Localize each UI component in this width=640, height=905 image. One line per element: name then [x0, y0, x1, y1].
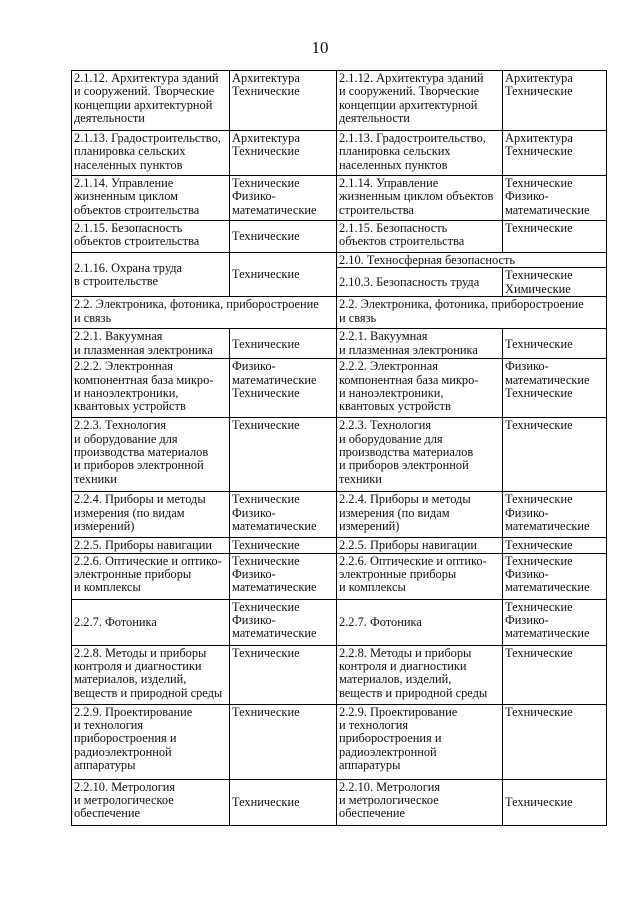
table-cell: 2.2.3. Технология и оборудование для производства материалов и приборов электронной техники — [72, 418, 230, 492]
table-row — [72, 176, 607, 221]
table-cell: Технические Физико- математические — [230, 492, 337, 538]
table-cell: 2.2.1. Вакуумная и плазменная электроника — [337, 329, 503, 359]
table-cell: 2.1.14. Управление жизненным циклом объектов строительства — [337, 176, 503, 221]
table-cell: Физико- математические Технические — [230, 359, 337, 418]
table-cell: Технические — [503, 704, 607, 779]
table-cell: 2.1.16. Охрана труда в строительстве — [72, 253, 230, 297]
table-cell: 2.2.4. Приборы и методы измерения (по видам измерений) — [72, 492, 230, 538]
table-cell: Технические Химические — [503, 268, 607, 297]
specialties-table — [71, 70, 607, 826]
table-cell: Технические — [503, 221, 607, 253]
table-cell: 2.2.8. Методы и приборы контроля и диагностики материалов, изделий, веществ и природной среды — [337, 645, 503, 704]
table-cell: Технические — [230, 418, 337, 492]
table-cell: Технические Физико- математические — [230, 176, 337, 221]
table-cell: Технические — [230, 779, 337, 825]
table-cell: 2.2.4. Приборы и методы измерения (по видам измерений) — [337, 492, 503, 538]
table-cell: Технические — [230, 253, 337, 297]
table-cell: 2.1.12. Архитектура зданий и сооружений. Творческие концепции архитектурной деятельности — [337, 71, 503, 131]
table-cell: 2.1.13. Градостроительство, планировка сельских населенных пунктов — [337, 131, 503, 176]
page-number: 10 — [311, 38, 329, 57]
table-row — [72, 221, 607, 253]
table-cell: Архитектура Технические — [503, 71, 607, 131]
table-cell: Технические — [230, 221, 337, 253]
section-header-cell: 2.2. Электроника, фотоника, приборостроение и связь — [72, 297, 337, 329]
table-cell: Технические — [230, 704, 337, 779]
table-cell: Технические Физико- математические — [503, 599, 607, 645]
table-cell: Технические Физико- математические — [230, 553, 337, 599]
table-row — [72, 645, 607, 704]
table-row — [72, 538, 607, 553]
table-cell: Технические — [230, 645, 337, 704]
table-cell: Физико- математические Технические — [503, 359, 607, 418]
table-row — [72, 329, 607, 359]
table-cell: Архитектура Технические — [503, 131, 607, 176]
table-cell: Технические — [503, 418, 607, 492]
table-cell: 2.2.9. Проектирование и технология приборостроения и радиоэлектронной аппаратуры — [72, 704, 230, 779]
table-cell: Технические — [503, 538, 607, 553]
table-cell: 2.2.2. Электронная компонентная база микро- и наноэлектроники, квантовых устройств — [72, 359, 230, 418]
section-header-cell: 2.10. Техносферная безопасность — [337, 253, 607, 268]
table-cell: 2.2.7. Фотоника — [72, 599, 230, 645]
table-cell: 2.2.2. Электронная компонентная база микро- и наноэлектроники, квантовых устройств — [337, 359, 503, 418]
table-cell: 2.1.12. Архитектура зданий и сооружений. Творческие концепции архитектурной деятельности — [72, 71, 230, 131]
table-cell: 2.10.3. Безопасность труда — [337, 268, 503, 297]
table-cell: 2.2.10. Метрология и метрологическое обеспечение — [337, 779, 503, 825]
table-cell: Технические Физико- математические — [503, 553, 607, 599]
table-row — [72, 253, 607, 268]
table-row — [72, 131, 607, 176]
table-row — [72, 418, 607, 492]
table-cell: Технические Физико- математические — [503, 492, 607, 538]
table-cell: 2.1.15. Безопасность объектов строительства — [72, 221, 230, 253]
table-row — [72, 704, 607, 779]
table-cell: 2.2.6. Оптические и оптико- электронные приборы и комплексы — [337, 553, 503, 599]
table-cell: 2.2.5. Приборы навигации — [72, 538, 230, 553]
table-cell: 2.2.10. Метрология и метрологическое обеспечение — [72, 779, 230, 825]
table-cell: 2.2.1. Вакуумная и плазменная электроника — [72, 329, 230, 359]
table-row — [72, 492, 607, 538]
table-cell: Технические — [503, 329, 607, 359]
table-row — [72, 553, 607, 599]
table-cell: 2.2.6. Оптические и оптико- электронные приборы и комплексы — [72, 553, 230, 599]
table-cell: 2.1.14. Управление жизненным циклом объектов строительства — [72, 176, 230, 221]
table-cell: 2.1.13. Градостроительство, планировка сельских населенных пунктов — [72, 131, 230, 176]
table-row — [72, 359, 607, 418]
table-cell: 2.2.8. Методы и приборы контроля и диагностики материалов, изделий, веществ и природной среды — [72, 645, 230, 704]
table-cell: Технические — [503, 779, 607, 825]
table-row — [72, 599, 607, 645]
table-row — [72, 71, 607, 131]
table-cell: Технические — [503, 645, 607, 704]
table-cell: 2.2.9. Проектирование и технология приборостроения и радиоэлектронной аппаратуры — [337, 704, 503, 779]
table-cell: 2.2.5. Приборы навигации — [337, 538, 503, 553]
table-cell: 2.2.3. Технология и оборудование для производства материалов и приборов электронной техники — [337, 418, 503, 492]
table-cell: Технические Физико- математические — [230, 599, 337, 645]
table-row — [72, 297, 607, 329]
table-cell: Технические — [230, 329, 337, 359]
table-cell: Архитектура Технические — [230, 71, 337, 131]
table-cell: Технические — [230, 538, 337, 553]
table-cell: Технические Физико- математические — [503, 176, 607, 221]
section-header-cell: 2.2. Электроника, фотоника, приборостроение и связь — [337, 297, 607, 329]
table-cell: 2.1.15. Безопасность объектов строительства — [337, 221, 503, 253]
table-cell: Архитектура Технические — [230, 131, 337, 176]
table-cell: 2.2.7. Фотоника — [337, 599, 503, 645]
table-row — [72, 779, 607, 825]
